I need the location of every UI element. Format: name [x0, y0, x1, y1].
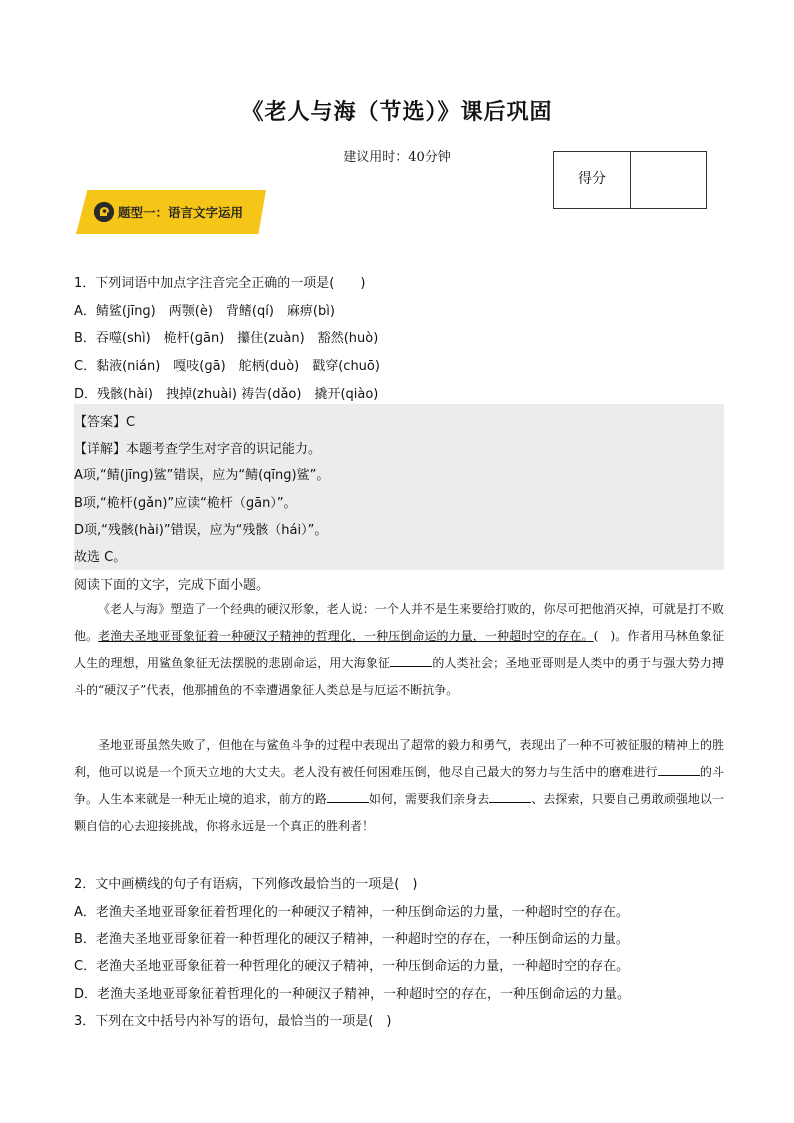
p1-text-c: 的人类社会；圣地亚哥则是人类中的勇于与强大势力搏斗的“硬汉子”代表，他那捕鱼的不幸遭遇象征人类总是与厄运不断抗争。 — [74, 656, 724, 697]
q1-option-d: D．残骸(hài) 拽掉(zhuài) 祷告(dǎo) 撬开(qiào) — [74, 387, 379, 402]
answer-box — [74, 404, 724, 570]
blank-1 — [390, 654, 432, 667]
q2-option-c: C．老渔夫圣地亚哥象征着一种哲理化的硬汉子精神，一种压倒命运的力量，一种超时空的存在。 — [74, 959, 630, 974]
section-banner — [76, 190, 266, 234]
q2-stem: 2．文中画横线的句子有语病，下列修改最恰当的一项是( ) — [74, 877, 418, 892]
banner-label: 题型一：语言文字运用 — [118, 205, 244, 220]
q1-detail-1: 【详解】本题考查学生对字音的识记能力。 — [74, 442, 322, 457]
passage-paragraph-2 — [74, 732, 724, 840]
q2-option-d: D．老渔夫圣地亚哥象征着哲理化的一种硬汉子精神，一种超时空的存在，一种压倒命运的力量。 — [74, 987, 631, 1002]
q3-stem: 3．下列在文中括号内补写的语句，最恰当的一项是( ) — [74, 1014, 392, 1029]
q2-option-a: A．老渔夫圣地亚哥象征着哲理化的一种硬汉子精神，一种压倒命运的力量，一种超时空的存在。 — [74, 905, 629, 920]
p2-text-a: 圣地亚哥虽然失败了，但他在与鲨鱼斗争的过程中表现出了超常的毅力和勇气，表现出了一种不可被征服的精神上的胜利，他可以说是一个顶天立地的大丈夫。老人没有被任何困难压倒，他尽自己最大的努力与生活中的磨难进行 — [74, 738, 724, 779]
passage-paragraph-1 — [74, 596, 724, 704]
q1-detail-3: B项,“桅杆(ɡǎn)”应读“桅杆（ɡān）”。 — [74, 496, 297, 511]
p2-text-b: 的斗争。人生本来就是一种无止境的追求，前方的路 — [74, 765, 724, 806]
p1-text-a: 《老人与海》塑造了一个经典的硬汉形象，老人说：一个人并不是生来要给打败的，你尽可把他消灭掉，可就是打不败他。 — [74, 602, 724, 643]
q1-option-a: A．鲭鲨(jīnɡ) 两颚(è) 背鳍(qí) 麻痹(bì) — [74, 304, 335, 319]
blank-2 — [658, 763, 700, 776]
q1-stem: 1．下列词语中加点字注音完全正确的一项是( ) — [74, 276, 366, 291]
suggested-time: 建议用时：40分钟 — [343, 150, 451, 165]
q1-option-b: B．吞噬(shì) 桅杆(ɡān) 攥住(zuàn) 豁然(huò) — [74, 331, 379, 346]
p2-text-d: 、去探索，只要自己勇敢顽强地以一颗自信的心去迎接挑战，你将永远是一个真正的胜利者！ — [74, 792, 724, 833]
p1-underlined-sentence: 老渔夫圣地亚哥象征着一种硬汉子精神的哲理化，一种压倒命运的力量，一种超时空的存在。 — [98, 629, 594, 643]
score-box — [553, 151, 707, 209]
blank-3 — [327, 790, 369, 803]
q1-detail-4: D项,“残骸(hài)”错误，应为“残骸（hái）”。 — [74, 523, 328, 538]
q2-option-b: B．老渔夫圣地亚哥象征着一种哲理化的硬汉子精神，一种超时空的存在，一种压倒命运的力量。 — [74, 932, 629, 947]
q1-option-c: C．黏液(nián) 嘎吱(ɡā) 舵柄(duò) 戳穿(chuō) — [74, 359, 380, 374]
p2-text-c: 如何，需要我们亲身去 — [368, 792, 490, 806]
score-value-cell — [631, 152, 706, 208]
blank-4 — [489, 790, 531, 803]
p1-text-b: ( )。作者用马林鱼象征人生的理想，用鲨鱼象征无法摆脱的悲剧命运，用大海象征 — [74, 629, 724, 670]
q1-detail-2: A项,“鲭(jīnɡ)鲨”错误，应为“鲭(qīnɡ)鲨”。 — [74, 468, 330, 483]
head-gear-icon — [94, 202, 114, 222]
q1-answer: 【答案】C — [74, 415, 136, 430]
q1-detail-5: 故选 C。 — [74, 550, 127, 565]
reading-intro: 阅读下面的文字，完成下面小题。 — [74, 578, 270, 593]
page-title: 《老人与海（节选）》课后巩固 — [241, 100, 553, 125]
score-label: 得分 — [554, 152, 631, 208]
